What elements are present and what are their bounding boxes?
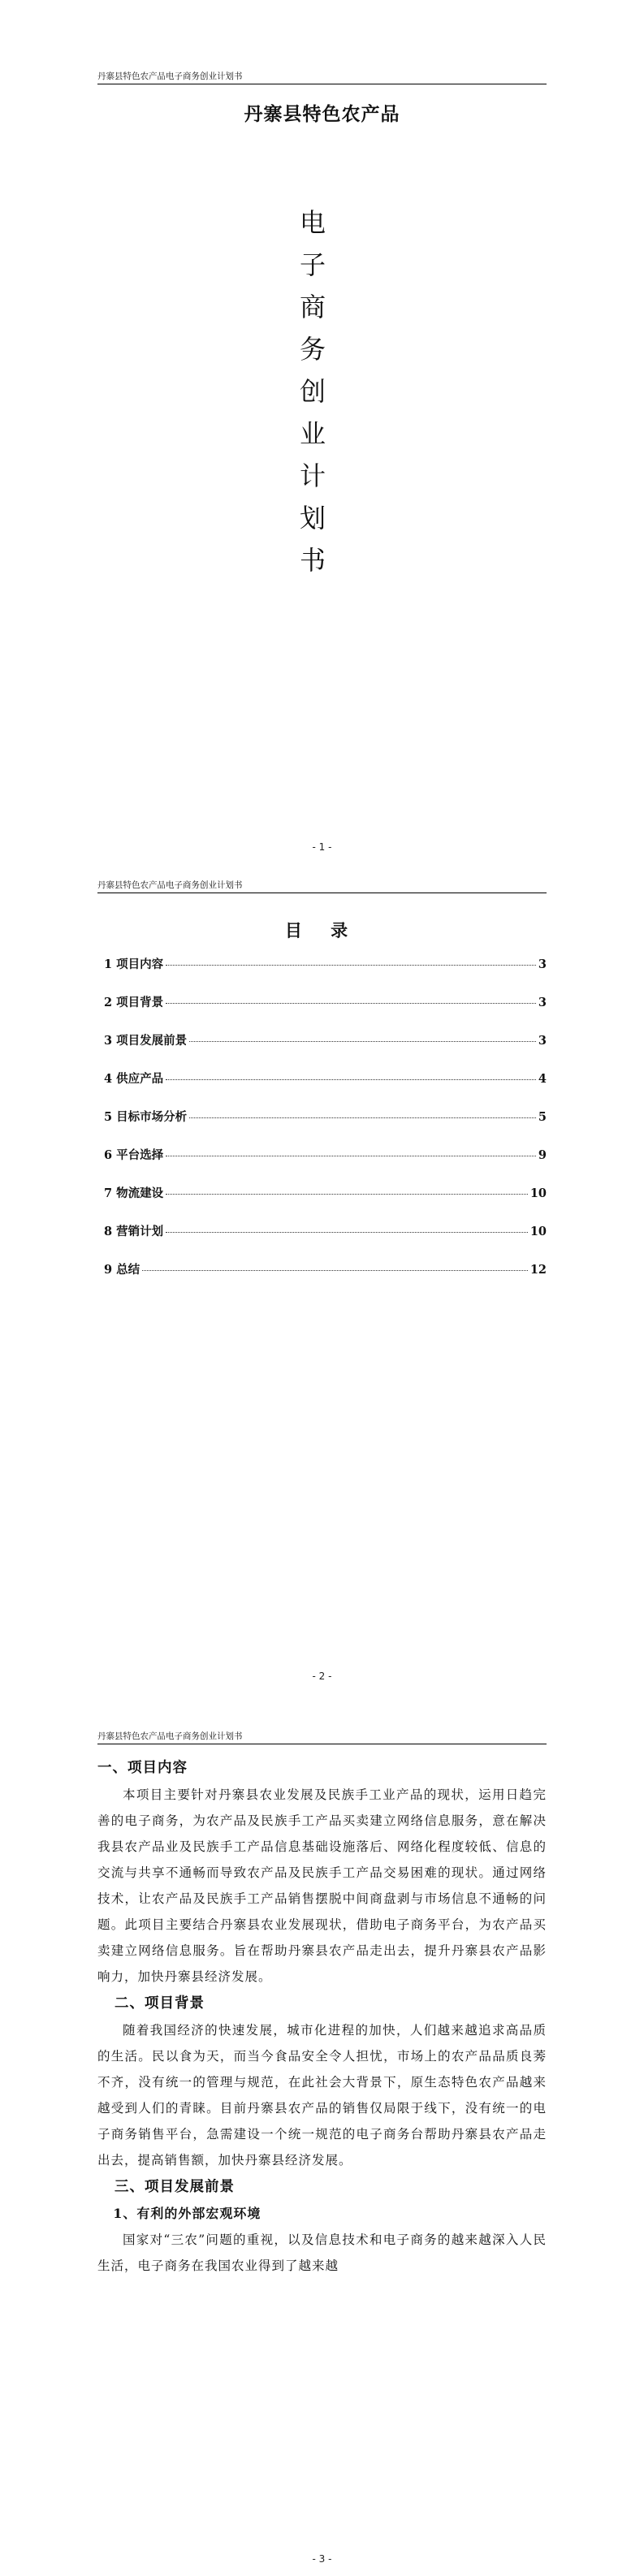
paragraph: 随着我国经济的快速发展，城市化进程的加快，人们越来越追求高品质的生活。民以食为天，而当今食品安全令人担忧，市场上的农产品品质良莠不齐，没有统一的管理与规范，在此社会大背景下，原生态特色农产品越来越受到人们的青睐。目前丹寨县农产品的销售仅局限于线下，没有统一的电子商务销售平台，急需建设一个统一规范的电子商务台帮助丹寨县农产品走出去，提高销售额，加快丹寨县经济发展。: [97, 2023, 547, 2168]
vertical-char: 创: [299, 376, 326, 407]
toc-item-label: 9 总结: [104, 1263, 140, 1277]
toc-item[interactable]: [104, 1070, 547, 1108]
paragraph: 国家对“三农”问题的重视，以及信息技术和电子商务的越来越深入人民生活，电子商务在我国农业得到了越来越: [97, 2232, 547, 2273]
vertical-char: 电: [299, 207, 326, 238]
running-header: 丹寨县特色农产品电子商务创业计划书: [97, 70, 547, 84]
toc-list: [104, 955, 547, 1299]
toc-item-label: 5 目标市场分析: [104, 1110, 188, 1124]
toc-item[interactable]: [104, 993, 547, 1031]
page-cover: [0, 0, 644, 858]
toc-leader: [166, 1079, 536, 1080]
page-number: - 2 -: [312, 1671, 332, 1682]
toc-item-page: 3: [538, 957, 547, 971]
paragraph: 本项目主要针对丹寨县农业发展及民族手工业产品的现状，运用日趋完善的电子商务，为农产品及民族手工产品买卖建立网络信息服务，意在解决我县农产品业及民族手工产品信息基础设施落后、网络化程度较低、信息的交流与共享不通畅而导致农产品及民族手工产品交易困难的现状。通过网络技术，让农产品及民族手工产品销售摆脱中间商盘剥与市场信息不通畅的问题。此项目主要结合丹寨县农业发展现状，借助电子商务平台，为农产品买卖建立网络信息服务。旨在帮助丹寨县农产品走出去，提升丹寨县农产品影响力，加快丹寨县经济发展。: [97, 1787, 547, 1984]
toc-item-page: 3: [538, 1034, 547, 1048]
running-header: 丹寨县特色农产品电子商务创业计划书: [97, 1730, 547, 1744]
page-number: - 3 -: [312, 2553, 332, 2565]
toc-item-label: 2 项目背景: [104, 996, 164, 1009]
toc-item-page: 4: [538, 1072, 547, 1086]
toc-item[interactable]: [104, 1146, 547, 1184]
vertical-char: 业: [299, 418, 326, 449]
toc-item-label: 7 物流建设: [104, 1186, 164, 1200]
cover-vertical-title: [292, 201, 333, 581]
toc-item-page: 10: [529, 1186, 547, 1200]
page-number: - 1 -: [312, 841, 332, 853]
toc-item-page: 3: [538, 996, 547, 1009]
section-heading: 三、项目发展前景: [115, 2179, 235, 2195]
toc-leader: [166, 1232, 528, 1233]
toc-item[interactable]: [104, 1184, 547, 1222]
vertical-char: 商: [299, 292, 326, 322]
toc-item-label: 3 项目发展前景: [104, 1034, 188, 1048]
vertical-char: 子: [299, 249, 326, 280]
vertical-char: 划: [299, 503, 326, 534]
document-body: [97, 1754, 547, 2279]
section-heading: 一、项目内容: [97, 1760, 188, 1776]
vertical-char: 计: [299, 460, 326, 491]
toc-leader: [166, 1003, 536, 1004]
toc-item-label: 4 供应产品: [104, 1072, 164, 1086]
toc-item-page: 9: [538, 1148, 547, 1162]
toc-leader: [189, 1041, 536, 1042]
toc-title: 目 录: [284, 920, 360, 940]
toc-item[interactable]: [104, 1031, 547, 1070]
toc-item[interactable]: [104, 1108, 547, 1146]
toc-item-label: 8 营销计划: [104, 1225, 164, 1238]
vertical-char: 务: [299, 334, 326, 365]
toc-leader: [142, 1270, 528, 1271]
cover-title: 丹寨县特色农产品: [244, 103, 400, 125]
toc-item[interactable]: [104, 1222, 547, 1260]
toc-item-page: 10: [529, 1225, 547, 1238]
toc-item-label: 1 项目内容: [104, 957, 164, 971]
running-header: 丹寨县特色农产品电子商务创业计划书: [97, 879, 547, 893]
vertical-char: 书: [299, 545, 326, 576]
toc-item-page: 12: [529, 1263, 547, 1277]
toc-leader: [166, 965, 536, 966]
subsection-heading: 1、有利的外部宏观环境: [113, 2206, 261, 2221]
toc-item[interactable]: [104, 1260, 547, 1299]
toc-leader: [189, 1117, 536, 1118]
section-heading: 二、项目背景: [115, 1995, 205, 2012]
toc-item[interactable]: [104, 955, 547, 993]
toc-item-label: 6 平台选择: [104, 1148, 164, 1162]
toc-item-page: 5: [538, 1110, 547, 1124]
toc-leader: [166, 1194, 528, 1195]
